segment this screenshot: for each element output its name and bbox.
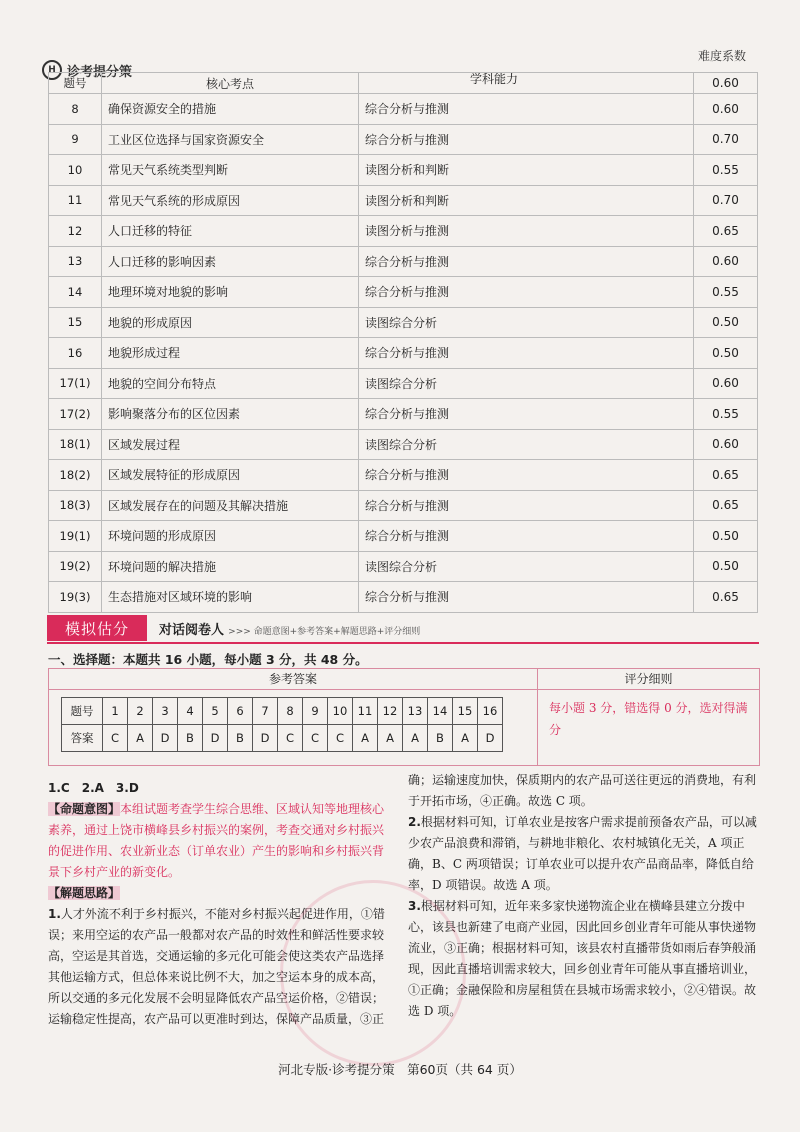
banner-title (159, 619, 420, 638)
answer-letter: C (103, 725, 128, 752)
cell-num: 8 (49, 94, 102, 125)
q1-num: 1. (48, 907, 61, 921)
table-row (49, 246, 758, 277)
answer-num: 1 (103, 698, 128, 725)
header-num: 题号 (49, 73, 102, 94)
table-row (49, 216, 758, 247)
answer-letter: D (253, 725, 278, 752)
intent-text: 本组试题考查学生综合思维、区域认知等地理核心素养，通过上饶市横峰县乡村振兴的案例，考查交通对乡村振兴的促进作用、农业新业态（订单农业）产生的影响和乡村振兴背景下乡村产业的新变化。 (48, 802, 385, 879)
q2-num: 2. (408, 815, 421, 829)
answer-box (48, 668, 760, 766)
intent-label: 【命题意图】 (48, 802, 121, 816)
table-header-row (49, 73, 758, 94)
table-row (49, 124, 758, 155)
cell-num: 13 (49, 246, 102, 277)
answer-letter: A (453, 725, 478, 752)
cell-diff: 0.50 (694, 551, 758, 582)
answer-letter: C (328, 725, 353, 752)
answer-ans-label: 答案 (62, 725, 103, 752)
q2-text: 根据材料可知，订单农业是按客户需求提前预备农产品，可以减少农产品浪费和滞销，与耕地非粮化、农村城镇化无关，A 项正确，B、C 两项错误；订单农业可以提升农产品商品率，降低自给率，D 项错误。故选 A 项。 (408, 815, 757, 892)
cell-point: 地貌形成过程 (102, 338, 359, 369)
cell-point: 区域发展特征的形成原因 (102, 460, 359, 491)
cell-ability: 读图分析和判断 (359, 155, 694, 186)
table-row (49, 490, 758, 521)
answer-letter: B (428, 725, 453, 752)
q1-text: 人才外流不利于乡村振兴，不能对乡村振兴起促进作用，①错误；来用空运的农产品一般都对农产品的时效性和鲜活性要求较高，空运是其首选，交通运输的多元化可能会使这类农产品选择其他运输方式，但总体来说比例不大，加之空运本身的成本高，所以交通的多元化发展不会明显降低农产品空运价格，②错误；运输稳定性提高，农产品可以更准时到达，保障产品质量，③正 (48, 907, 385, 1026)
cell-num: 12 (49, 216, 102, 247)
answer-num: 11 (353, 698, 378, 725)
cell-diff: 0.55 (694, 277, 758, 308)
page-footer: 河北专版·诊考提分策 第60页（共 64 页） (278, 1062, 522, 1077)
answer-letter: B (228, 725, 253, 752)
table-row (49, 429, 758, 460)
cell-point: 地貌的空间分布特点 (102, 368, 359, 399)
answer-letter: D (478, 725, 503, 752)
cell-num: 15 (49, 307, 102, 338)
cell-diff: 0.65 (694, 490, 758, 521)
cell-diff: 0.65 (694, 216, 758, 247)
table-row (49, 582, 758, 613)
cell-ability: 综合分析与推测 (359, 124, 694, 155)
cell-point: 人口迁移的影响因素 (102, 246, 359, 277)
cell-point: 常见天气系统的形成原因 (102, 185, 359, 216)
think-label: 【解题思路】 (48, 886, 121, 900)
cell-num: 16 (49, 338, 102, 369)
cell-num: 19(1) (49, 521, 102, 552)
rule-title: 评分细则 (538, 669, 759, 690)
cell-point: 影响聚落分布的区位因素 (102, 399, 359, 430)
cell-diff: 0.65 (694, 460, 758, 491)
difficulty-header: 难度系数 (697, 49, 746, 63)
rule-text: 每小题 3 分，错选得 0 分，选对得满分 (549, 701, 748, 737)
cell-point: 确保资源安全的措施 (102, 94, 359, 125)
cell-ability: 读图综合分析 (359, 429, 694, 460)
cell-num: 18(1) (49, 429, 102, 460)
answer-num: 14 (428, 698, 453, 725)
answer-letter: A (353, 725, 378, 752)
table-row (49, 521, 758, 552)
brand-name: 诊考提分策 (67, 64, 133, 80)
answer-num: 12 (378, 698, 403, 725)
cell-ability: 读图综合分析 (359, 368, 694, 399)
answer-letter: D (203, 725, 228, 752)
cell-num: 14 (49, 277, 102, 308)
answer-num: 10 (328, 698, 353, 725)
answer-num: 6 (228, 698, 253, 725)
cell-ability: 综合分析与推测 (359, 399, 694, 430)
answer-table (61, 697, 503, 752)
cell-ability: 综合分析与推测 (359, 582, 694, 613)
cell-diff: 0.50 (694, 338, 758, 369)
cell-point: 生态措施对区域环境的影响 (102, 582, 359, 613)
table-row (49, 277, 758, 308)
cell-num: 11 (49, 185, 102, 216)
answer-num: 4 (178, 698, 203, 725)
cell-num: 9 (49, 124, 102, 155)
section-banner (47, 612, 759, 644)
answer-num: 5 (203, 698, 228, 725)
cell-diff: 0.60 (694, 246, 758, 277)
cell-point: 区域发展存在的问题及其解决措施 (102, 490, 359, 521)
answer-num: 2 (128, 698, 153, 725)
banner-title-main: 对话阅卷人 (159, 623, 225, 638)
table-row (49, 155, 758, 186)
answer-letter: A (378, 725, 403, 752)
q2-paragraph (408, 812, 760, 896)
q1-continued: 确；运输速度加快，保质期内的农产品可送往更远的消费地，有利于开拓市场，④正确。故选 C 项。 (408, 773, 757, 808)
exam-points-table (48, 72, 758, 613)
answer-letter: A (403, 725, 428, 752)
cell-point: 人口迁移的特征 (102, 216, 359, 247)
answer-letter: A (128, 725, 153, 752)
answer-num: 8 (278, 698, 303, 725)
table-row (49, 307, 758, 338)
cell-num: 18(3) (49, 490, 102, 521)
cell-point: 工业区位选择与国家资源安全 (102, 124, 359, 155)
cell-point: 地理环境对地貌的影响 (102, 277, 359, 308)
q3-num: 3. (408, 899, 421, 913)
answer-num: 15 (453, 698, 478, 725)
cell-diff: 0.70 (694, 185, 758, 216)
section-heading: 一、选择题：本题共 16 小题，每小题 3 分，共 48 分。 (48, 652, 368, 667)
table-row (49, 338, 758, 369)
brand-logo-icon: H (42, 60, 62, 80)
cell-num: 17(2) (49, 399, 102, 430)
answer-letter: C (303, 725, 328, 752)
cell-diff: 0.60 (694, 429, 758, 460)
cell-ability: 综合分析与推测 (359, 460, 694, 491)
header-first-diff: 0.60 (694, 73, 758, 94)
cell-num: 17(1) (49, 368, 102, 399)
answer-num: 3 (153, 698, 178, 725)
cell-diff: 0.60 (694, 368, 758, 399)
intent-paragraph (48, 799, 392, 883)
cell-ability: 综合分析与推测 (359, 490, 694, 521)
answer-letter: D (153, 725, 178, 752)
table-row (49, 551, 758, 582)
cell-point: 地貌的形成原因 (102, 307, 359, 338)
cell-diff: 0.50 (694, 307, 758, 338)
cell-point: 环境问题的形成原因 (102, 521, 359, 552)
cell-point: 环境问题的解决措施 (102, 551, 359, 582)
banner-subtitle: >>> 命题意图+参考答案+解题思路+评分细则 (228, 627, 421, 637)
left-title: 1.C 2.A 3.D (48, 781, 139, 795)
cell-num: 18(2) (49, 460, 102, 491)
cell-ability: 综合分析与推测 (359, 338, 694, 369)
table-row (49, 368, 758, 399)
cell-diff: 0.50 (694, 521, 758, 552)
table-row (49, 399, 758, 430)
cell-ability: 读图综合分析 (359, 551, 694, 582)
cell-ability: 读图分析与推测 (359, 216, 694, 247)
cell-num: 10 (49, 155, 102, 186)
answer-num-row (62, 698, 503, 725)
cell-ability: 读图综合分析 (359, 307, 694, 338)
cell-ability: 综合分析与推测 (359, 521, 694, 552)
cell-diff: 0.70 (694, 124, 758, 155)
ability-header: 学科能力 (470, 72, 519, 86)
cell-ability: 综合分析与推测 (359, 277, 694, 308)
cell-diff: 0.65 (694, 582, 758, 613)
answer-num-label: 题号 (62, 698, 103, 725)
cell-diff: 0.55 (694, 399, 758, 430)
watermark-stamp (280, 880, 466, 1066)
header-point: 核心考点 (102, 73, 359, 94)
cell-num: 19(2) (49, 551, 102, 582)
cell-diff: 0.60 (694, 94, 758, 125)
banner-tag: 模拟估分 (47, 615, 147, 641)
cell-diff: 0.55 (694, 155, 758, 186)
answer-num: 9 (303, 698, 328, 725)
answer-num: 7 (253, 698, 278, 725)
q3-text: 根据材料可知，近年来多家快递物流企业在横峰县建立分拨中心，该县也新建了电商产业园，因此回乡创业青年可能从事快递物流业，③正确；根据材料可知，该县农村直播带货如雨后春笋般涌现，因此直播培训需求较大，回乡创业青年可能从事直播培训业，①正确；金融保险和房屋租赁在县城市场需求较小，②④错误。故选 D 项。 (408, 899, 757, 1018)
ref-answer-title: 参考答案 (49, 669, 537, 690)
cell-point: 区域发展过程 (102, 429, 359, 460)
cell-point: 常见天气系统类型判断 (102, 155, 359, 186)
table-row (49, 460, 758, 491)
answer-num: 16 (478, 698, 503, 725)
table-row (49, 185, 758, 216)
cell-ability: 读图分析和判断 (359, 185, 694, 216)
answer-letter: B (178, 725, 203, 752)
answer-num: 13 (403, 698, 428, 725)
answer-letter: C (278, 725, 303, 752)
table-row (49, 94, 758, 125)
cell-ability: 综合分析与推测 (359, 246, 694, 277)
answer-letter-row (62, 725, 503, 752)
cell-ability: 综合分析与推测 (359, 94, 694, 125)
cell-num: 19(3) (49, 582, 102, 613)
